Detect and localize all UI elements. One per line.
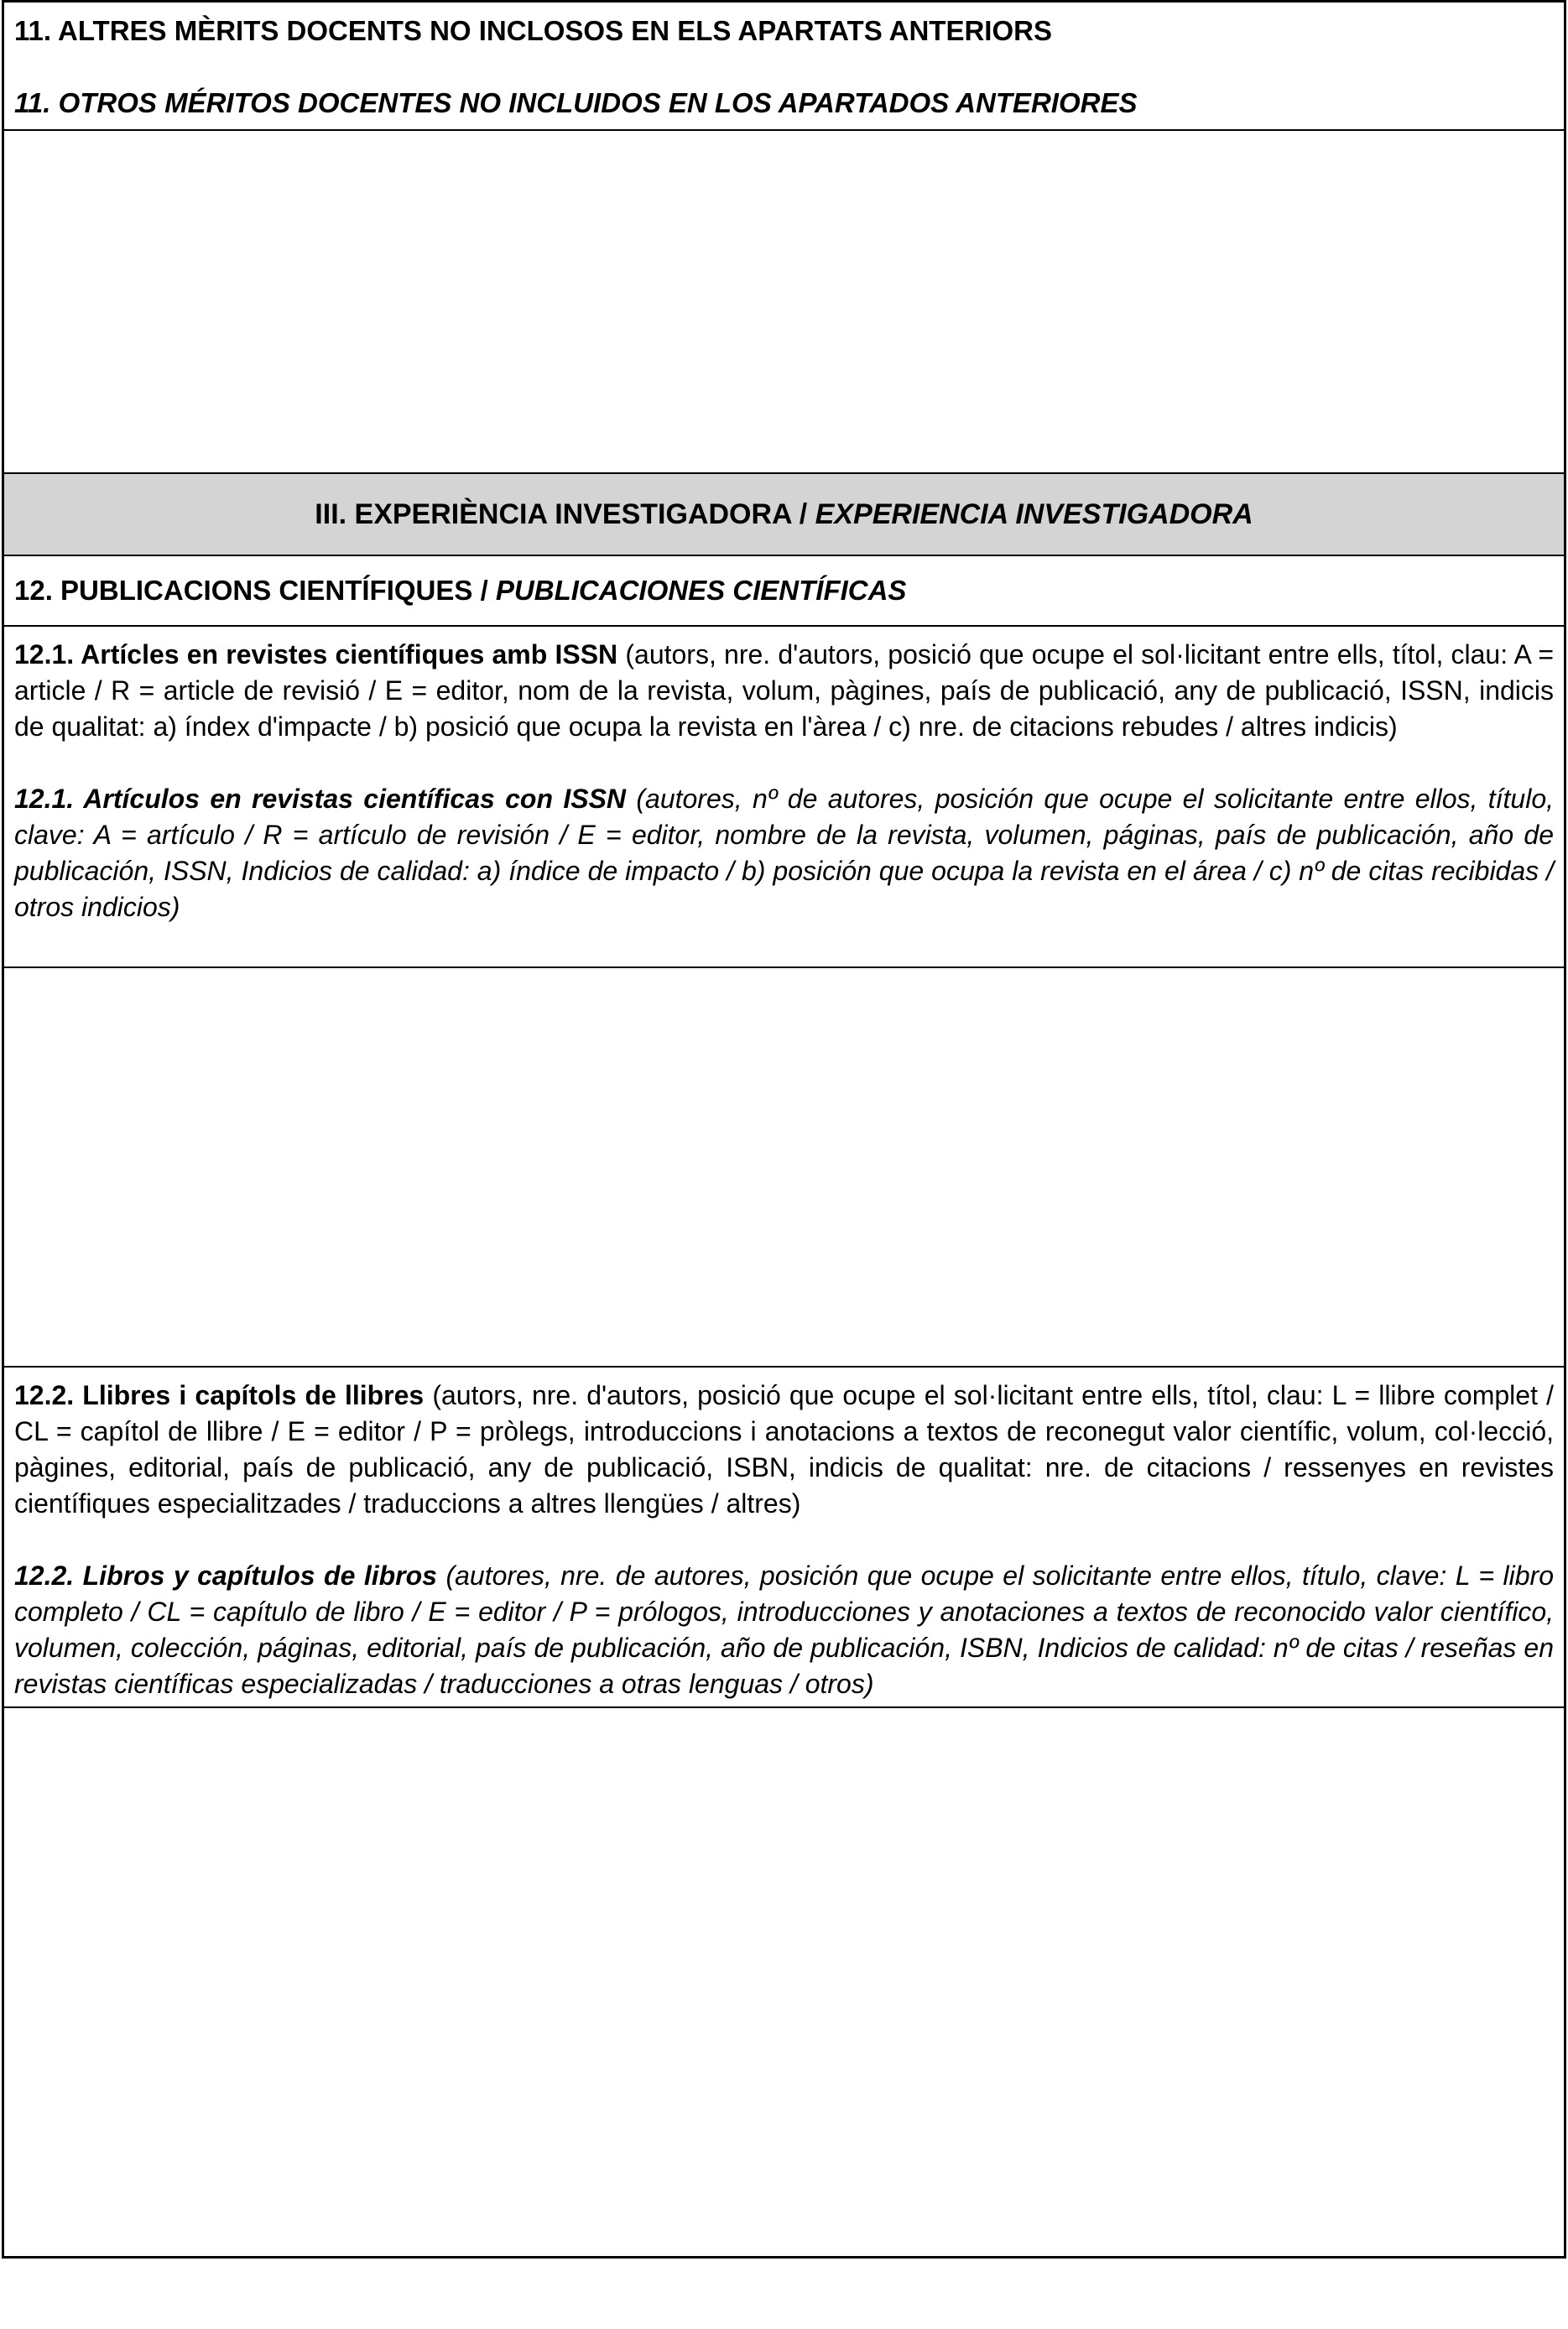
- section-12-1-ca-text: (autors, nre. d'autors, posició que ocupe el sol·licitant entre ells, títol, clau: A = article / R = article de revisió / E = editor, nom de la revista, volum, pàgines, país de publicació, any de publicació, ISSN, indicis de qualitat: a) índex d'impacte / b) posició que ocupa la revista en l'àrea / c) nre. de citacions rebudes / altres indicis): [14, 639, 1555, 742]
- section-12-2-ca: [14, 1378, 1554, 1522]
- section-iii-title-ca: III. EXPERIÈNCIA INVESTIGADORA /: [315, 498, 815, 530]
- section-12-1-ca: [14, 637, 1554, 745]
- section-12-heading: [4, 556, 1564, 627]
- section-11-heading: [4, 3, 1564, 131]
- section-12-1-ca-heading: 12.1. Artícles en revistes científiques amb ISSN: [14, 639, 618, 670]
- section-12-2-ca-heading: 12.2. Llibres i capítols de llibres: [14, 1380, 425, 1410]
- section-12-1-es-heading: 12.1. Artículos en revistas científicas con ISSN: [14, 784, 627, 814]
- section-12-2-es-heading: 12.2. Libros y capítulos de libros: [14, 1560, 437, 1591]
- section-12-title-ca: 12. PUBLICACIONS CIENTÍFIQUES /: [14, 575, 496, 606]
- section-12-1-es: [14, 781, 1554, 925]
- section-11-entry-area[interactable]: [4, 131, 1564, 474]
- section-11-title-es: 11. OTROS MÉRITOS DOCENTES NO INCLUIDOS EN LOS APARTADOS ANTERIORES: [14, 87, 1138, 118]
- section-12-2-entry-area[interactable]: [4, 1708, 1564, 2256]
- section-iii-title-es: EXPERIENCIA INVESTIGADORA: [815, 498, 1253, 530]
- section-12-2-ca-text: (autors, nre. d'autors, posició que ocupe el sol·licitant entre ells, títol, clau: L = llibre complet / CL = capítol de llibre / E = editor / P = pròlegs, introduccions i anotacions a textos de reconegut valor científic, volum, col·lecció, pàgines, editorial, país de publicació, any de publicació, ISBN, indicis de qualitat: nre. de citacions / ressenyes en revistes científiques especialitzades / traduccions a altres llengües / altres): [14, 1380, 1555, 1519]
- section-12-1-entry-area[interactable]: [4, 968, 1564, 1368]
- section-12-1-es-text: (autores, nº de autores, posición que ocupe el solicitante entre ellos, título, clave: A = artículo / R = artículo de revisión / E = editor, nombre de la revista, volumen, páginas, país de publicación, año de publicación, ISSN, Indicios de calidad: a) índice de impacto / b) posición que ocupa la revista en el área / c) nº de citas recibidas / otros indicios): [14, 784, 1555, 922]
- section-iii-header: [4, 474, 1564, 556]
- section-11-title-ca: 11. ALTRES MÈRITS DOCENTS NO INCLOSOS EN ELS APARTATS ANTERIORS: [14, 15, 1052, 46]
- cv-form-table: [2, 0, 1566, 2259]
- section-12-title-es: PUBLICACIONES CIENTÍFICAS: [495, 575, 907, 606]
- section-12-1-description: [4, 627, 1564, 968]
- section-12-2-es-text: (autores, nre. de autores, posición que ocupe el solicitante entre ellos, título, clave: L = libro completo / CL = capítulo de libro / E = editor / P = prólogos, introducciones y anotaciones a textos de reconocido valor científico, volumen, colección, páginas, editorial, país de publicación, año de publicación, ISBN, Indicios de calidad: nº de citas / reseñas en revistas científicas especializadas / traducciones a otras lenguas / otros): [14, 1560, 1555, 1699]
- section-12-2-es: [14, 1558, 1554, 1702]
- section-12-2-description: [4, 1368, 1564, 1708]
